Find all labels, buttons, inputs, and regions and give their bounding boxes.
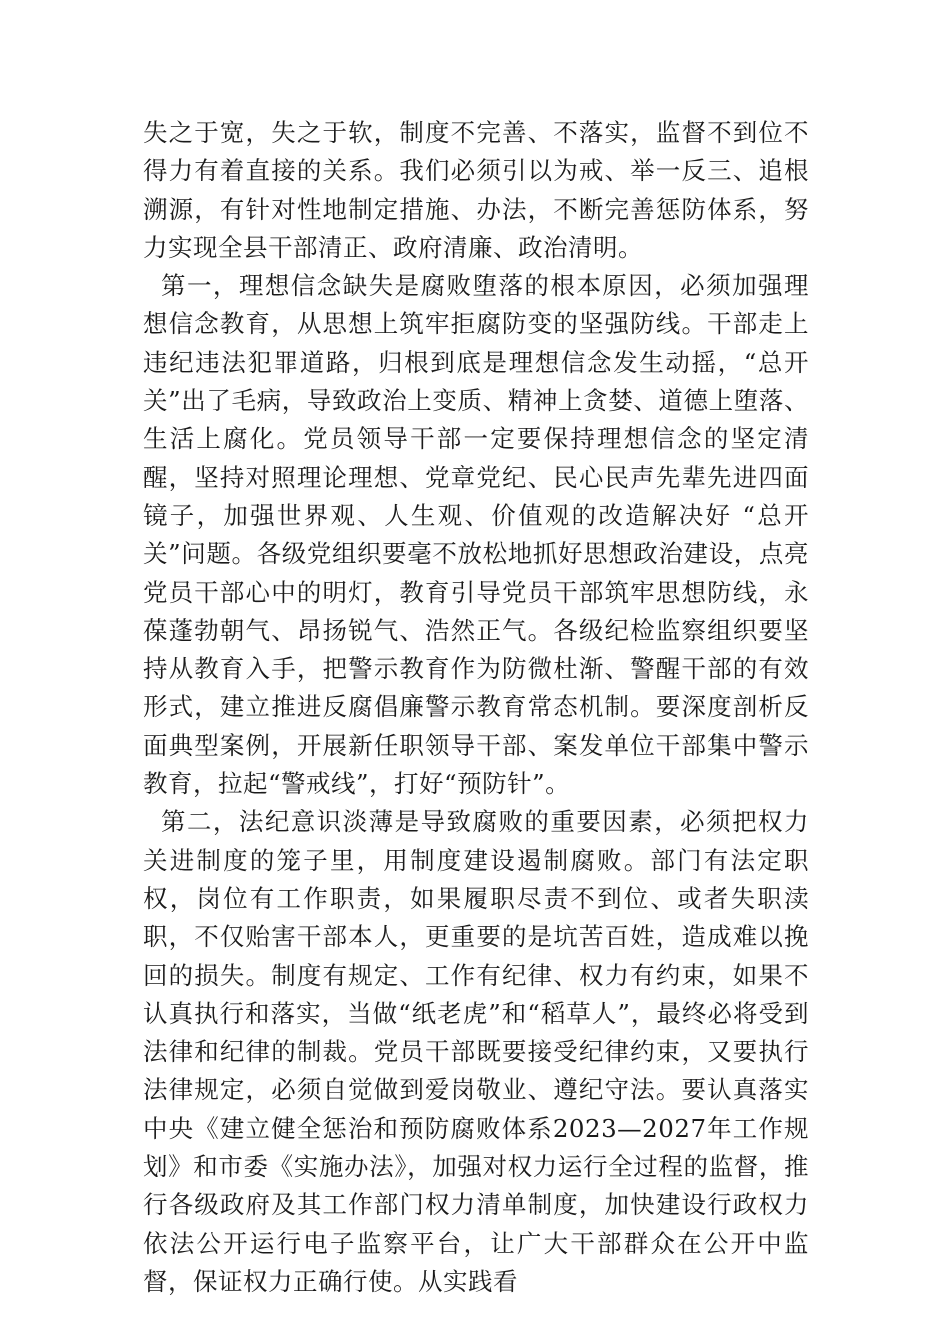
- paragraph-first-point: 第一，理想信念缺失是腐败堕落的根本原因，必须加强理想信念教育，从思想上筑牢拒腐防变的坚强防线。干部走上违纪违法犯罪道路，归根到底是理想信念发生动摇，“总开关”出了毛病，导致政治上变质、精神上贪婪、道德上堕落、生活上腐化。党员领导干部一定要保持理想信念的坚定清醒，坚持对照理论理想、党章党纪、民心民声先辈先进四面镜子，加强世界观、人生观、价值观的改造解决好 “总开关”问题。各级党组织要毫不放松地抓好思想政治建设，点亮党员干部心中的明灯，教育引导党员干部筑牢思想防线，永葆蓬勃朝气、昂扬锐气、浩然正气。各级纪检监察组织要坚持从教育入手，把警示教育作为防微杜渐、警醒干部的有效形式，建立推进反腐倡廉警示教育常态机制。要深度剖析反面典型案例，开展新任职领导干部、案发单位干部集中警示教育，拉起“警戒线”，打好“预防针”。: [143, 271, 809, 799]
- paragraph-second-point: 第二，法纪意识淡薄是导致腐败的重要因素，必须把权力关进制度的笼子里，用制度建设遏制腐败。部门有法定职权，岗位有工作职责，如果履职尽责不到位、或者失职渎职，不仅贻害干部本人，更重要的是坑苦百姓，造成难以挽回的损失。制度有规定、工作有纪律、权力有约束，如果不认真执行和落实，当做“纸老虎”和“稻草人”，最终必将受到法律和纪律的制裁。党员干部既要接受纪律约束，又要执行法律规定，必须自觉做到爱岗敬业、遵纪守法。要认真落实中央《建立健全惩治和预防腐败体系2023—2027年工作规划》和市委《实施办法》，加强对权力运行全过程的监督，推行各级政府及其工作部门权力清单制度，加快建设行政权力依法公开运行电子监察平台，让广大干部群众在公开中监督，保证权力正确行使。从实践看: [143, 807, 809, 1296]
- document-page: [143, 114, 809, 1301]
- paragraph-continuation: 失之于宽，失之于软，制度不完善、不落实，监督不到位不得力有着直接的关系。我们必须引以为戒、举一反三、追根溯源，有针对性地制定措施、办法，不断完善惩防体系，努力实现全县干部清正、政府清廉、政治清明。: [143, 118, 809, 262]
